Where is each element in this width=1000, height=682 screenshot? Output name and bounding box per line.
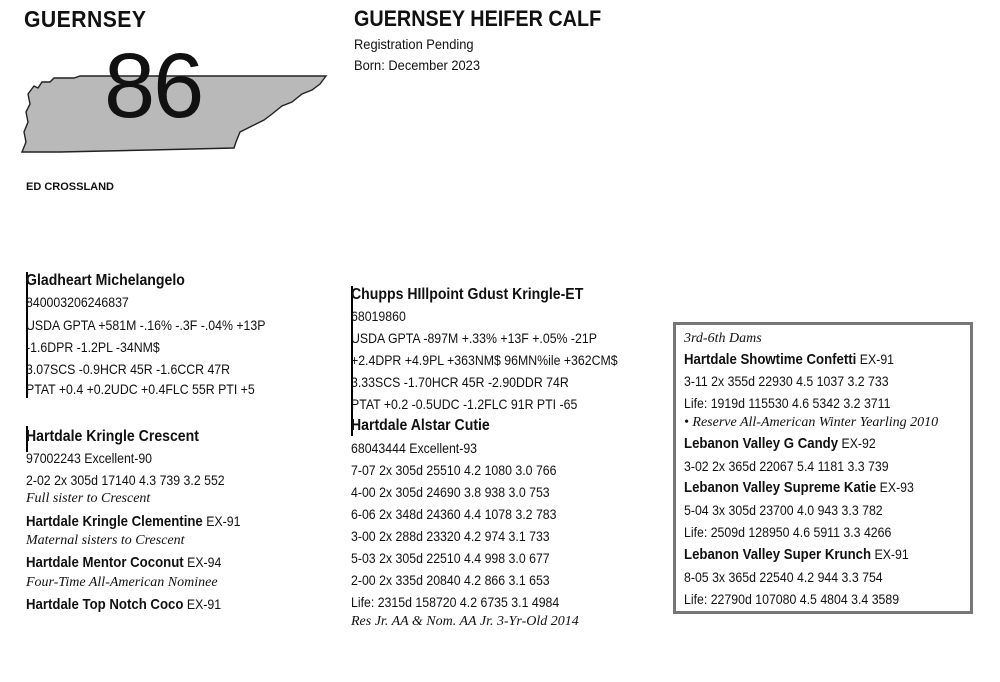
fourth-dam-score: EX-92 — [841, 435, 876, 451]
sire-section — [26, 268, 346, 618]
listing-title: GUERNSEY HEIFER CALF — [354, 6, 602, 31]
mgs-line: USDA GPTA -897M +.33% +13F +.05% -21P — [351, 330, 597, 346]
lactation-record: 4-00 2x 305d 24690 3.8 938 3.0 753 — [351, 484, 550, 500]
sister-score: EX-91 — [206, 513, 241, 529]
second-dam-award: Res Jr. AA & Nom. AA Jr. 3-Yr-Old 2014 — [351, 614, 579, 629]
sire-line: 3.07SCS -0.9HCR 45R -1.6CCR 47R — [26, 361, 231, 377]
lactation-record: 3-00 2x 288d 23320 4.2 974 3.1 733 — [351, 528, 550, 544]
mgs-name: Chupps HIllpoint Gdust Kringle-ET — [351, 286, 584, 303]
lifetime-record: Life: 2315d 158720 4.2 6735 3.1 4984 — [351, 594, 560, 610]
sixth-dam-score: EX-91 — [874, 546, 909, 562]
sister-score: EX-94 — [187, 554, 222, 570]
lactation-record: 5-03 2x 305d 22510 4.4 998 3.0 677 — [351, 550, 550, 566]
sire-name: Gladheart Michelangelo — [26, 272, 185, 289]
second-dam-name: Hartdale Alstar Cutie — [351, 417, 490, 434]
fourth-dam-name: Lebanon Valley G Candy — [684, 435, 839, 452]
mgs-reg: 68019860 — [351, 308, 406, 324]
lot-number: 86 — [104, 35, 203, 137]
registration-status: Registration Pending — [354, 36, 474, 52]
sire-line: -1.6DPR -1.2PL -34NM$ — [26, 339, 160, 355]
fifth-dam-name: Lebanon Valley Supreme Katie — [684, 479, 877, 496]
lactation-record: 5-04 3x 305d 23700 4.0 943 3.3 782 — [684, 502, 883, 518]
sister-score: EX-91 — [186, 596, 222, 612]
lactation-record: 3-02 2x 365d 22067 5.4 1181 3.3 739 — [684, 458, 889, 474]
lactation-record: 6-06 2x 348d 24360 4.4 1078 3.2 783 — [351, 506, 557, 522]
sisters-note: Maternal sisters to Crescent — [26, 533, 185, 548]
third-dam-award: • Reserve All-American Winter Yearling 2010 — [684, 415, 939, 430]
dams-heading: 3rd-6th Dams — [684, 331, 762, 346]
mgs-line: PTAT +0.2 -0.5UDC -1.2FLC 91R PTI -65 — [351, 396, 578, 412]
lifetime-record: Life: 2509d 128950 4.6 5911 3.3 4266 — [684, 524, 892, 540]
sister-name: Hartdale Kringle Clementine — [26, 513, 203, 530]
consignor-name: ED CROSSLAND — [26, 181, 115, 193]
lactation-record: 8-05 3x 365d 22540 4.2 944 3.3 754 — [684, 569, 883, 585]
lifetime-record: Life: 22790d 107080 4.5 4804 3.4 3589 — [684, 591, 900, 607]
sixth-dam-name: Lebanon Valley Super Krunch — [684, 546, 872, 563]
sire-line: PTAT +0.4 +0.2UDC +0.4FLC 55R PTI +5 — [26, 381, 255, 397]
fifth-dam-score: EX-93 — [879, 479, 914, 495]
mgs-line: +2.4DPR +4.9PL +363NM$ 96MN%ile +362CM$ — [351, 352, 618, 368]
dam-record: 2-02 2x 305d 17140 4.3 739 3.2 552 — [26, 472, 225, 488]
birth-date: Born: December 2023 — [354, 57, 481, 73]
sister-name: Hartdale Mentor Coconut — [26, 554, 184, 571]
sire-bracket — [26, 272, 28, 398]
lactation-record: 7-07 2x 305d 25510 4.2 1080 3.0 766 — [351, 462, 557, 478]
sire-line: USDA GPTA +581M -.16% -.3F -.04% +13P — [26, 317, 266, 333]
third-dam-name: Hartdale Showtime Confetti — [684, 351, 857, 368]
mgs-line: 3.33SCS -1.70HCR 45R -2.90DDR 74R — [351, 374, 569, 390]
third-dam-score: EX-91 — [859, 351, 895, 367]
lifetime-record: Life: 1919d 115530 4.6 5342 3.2 3711 — [684, 395, 891, 411]
sire-reg: 840003206246837 — [26, 294, 129, 310]
dam-note: Full sister to Crescent — [26, 491, 151, 506]
sister-note: Four-Time All-American Nominee — [26, 575, 218, 590]
maternal-grandsire-section — [351, 284, 669, 634]
dam-reg: 97002243 Excellent-90 — [26, 450, 153, 466]
second-dam-reg: 68043444 Excellent-93 — [351, 440, 478, 456]
third-to-sixth-dams-box — [673, 322, 973, 614]
dam-name: Hartdale Kringle Crescent — [26, 428, 199, 445]
sister-name: Hartdale Top Notch Coco — [26, 596, 184, 613]
lactation-record: 3-11 2x 355d 22930 4.5 1037 3.2 733 — [684, 373, 889, 389]
lactation-record: 2-00 2x 335d 20840 4.2 866 3.1 653 — [351, 572, 550, 588]
breed-heading: GUERNSEY — [24, 6, 147, 32]
